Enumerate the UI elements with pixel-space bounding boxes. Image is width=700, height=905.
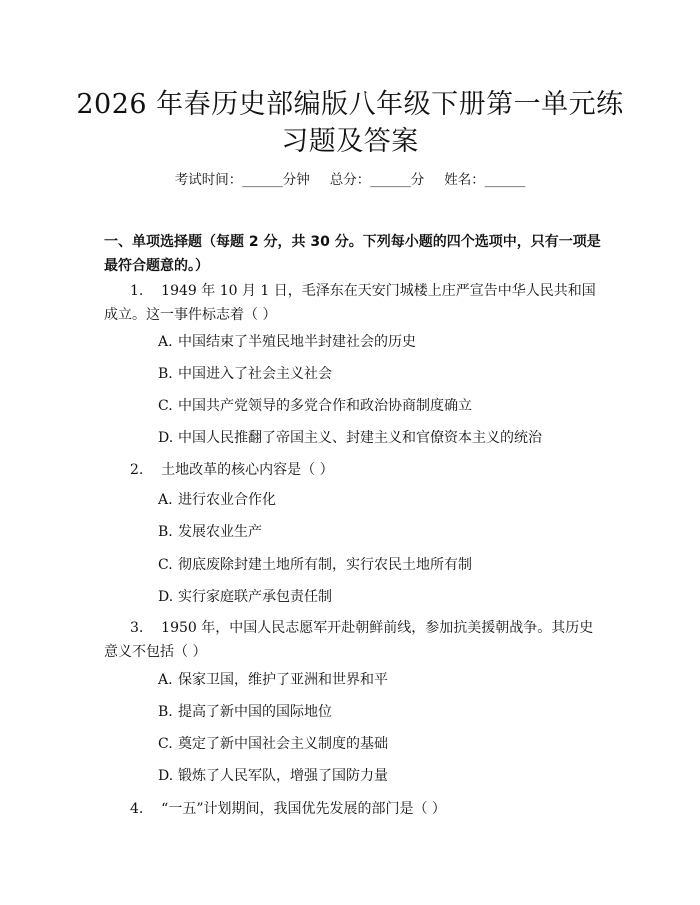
question-1-option-d: D. 中国人民推翻了帝国主义、封建主义和官僚资本主义的统治 — [158, 430, 542, 446]
question-3-option-c: C. 奠定了新中国社会主义制度的基础 — [158, 736, 388, 752]
question-3 — [104, 616, 604, 664]
question-text: 1949 年 10 月 1 日，毛泽东在天安门城楼上庄严宣告中华人民共和国成立。这一事件标志着（ ） — [104, 283, 596, 323]
student-name: 姓名：______ — [444, 172, 526, 188]
document-title-line-2: 习题及答案 — [281, 126, 419, 157]
question-1-option-b: B. 中国进入了社会主义社会 — [158, 366, 332, 382]
question-number: 2. — [130, 462, 144, 478]
exam-score: 总分：______分 — [329, 172, 425, 188]
question-text: 1950 年，中国人民志愿军开赴朝鲜前线，参加抗美援朝战争。其历史意义不包括（ ） — [104, 620, 594, 660]
question-4 — [104, 797, 604, 821]
question-2-option-c: C. 彻底废除封建土地所有制，实行农民土地所有制 — [158, 557, 472, 573]
question-3-option-d: D. 锻炼了人民军队，增强了国防力量 — [158, 768, 388, 784]
exam-info — [0, 168, 700, 188]
question-1 — [104, 279, 604, 327]
section-heading: 一、单项选择题（每题 2 分，共 30 分。下列每小题的四个选项中，只有一项是最符合题意的。） — [104, 234, 601, 274]
question-number: 1. — [130, 283, 144, 299]
question-number: 4. — [130, 801, 144, 817]
exam-time: 考试时间：______分钟 — [174, 172, 310, 188]
question-1-option-c: C. 中国共产党领导的多党合作和政治协商制度确立 — [158, 398, 472, 414]
question-2 — [104, 458, 604, 482]
question-text: 土地改革的核心内容是（ ） — [161, 462, 334, 478]
question-3-option-a: A. 保家卫国，维护了亚洲和世界和平 — [158, 672, 388, 688]
question-1-option-a: A. 中国结束了半殖民地半封建社会的历史 — [158, 334, 416, 350]
question-3-option-b: B. 提高了新中国的国际地位 — [158, 704, 332, 720]
question-text-1 — [148, 283, 161, 299]
question-number: 3. — [130, 620, 144, 636]
question-text: “一五”计划期间，我国优先发展的部门是（ ） — [161, 801, 446, 817]
question-2-option-a: A. 进行农业合作化 — [158, 492, 276, 508]
document-title-line-1: 2026 年春历史部编版八年级下册第一单元练 — [76, 89, 624, 120]
question-2-option-b: B. 发展农业生产 — [158, 524, 262, 540]
question-2-option-d: D. 实行家庭联产承包责任制 — [158, 589, 332, 605]
